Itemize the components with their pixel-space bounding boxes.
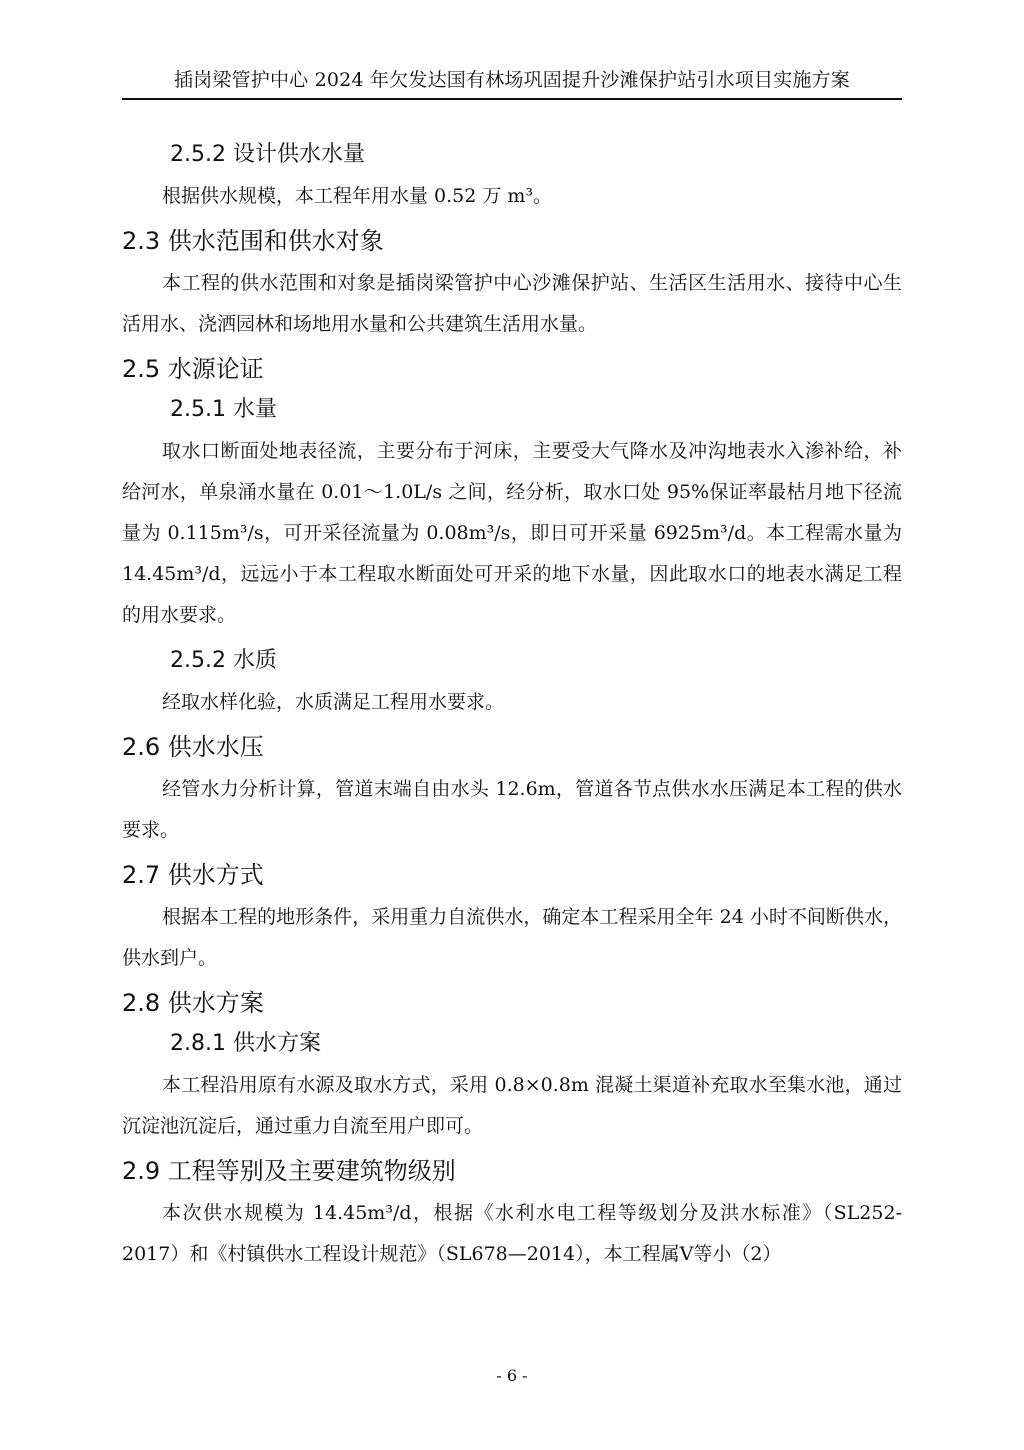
section-heading: 2.9 工程等别及主要建筑物级别: [122, 1157, 456, 1185]
paragraph: 本次供水规模为 14.45m³/d，根据《水利水电工程等级划分及洪水标准》（SL252-2017）和《村镇供水工程设计规范》（SL678—2014），本工程属Ⅴ等小（2）: [122, 1202, 902, 1265]
subsection-heading: 2.5.2 水质: [170, 648, 277, 673]
header-divider: [122, 98, 902, 100]
section-heading: 2.6 供水水压: [122, 733, 264, 761]
page-number: - 6 -: [496, 1366, 528, 1385]
document-body: [122, 130, 902, 1275]
paragraph: 根据本工程的地形条件，采用重力自流供水，确定本工程采用全年 24 小时不间断供水，供水到户。: [122, 906, 902, 969]
subsection-heading: 2.8.1 供水方案: [170, 1031, 321, 1056]
paragraph: 取水口断面处地表径流，主要分布于河床，主要受大气降水及冲沟地表水入渗补给，补给河水，单泉涌水量在 0.01～1.0L/s 之间，经分析，取水口处 95%保证率最枯月地下径流量为 0.115m³/s，可开采径流量为 0.08m³/s，即日可开采量 6925m³/d。本工程需水量为 14.45m³/d，远远小于本工程取水断面处可开采的地下水量，因此取水口的地表水满足工程的用水要求。: [122, 440, 902, 626]
subsection-heading: 2.5.2 设计供水水量: [170, 142, 365, 167]
section-heading: 2.7 供水方式: [122, 861, 264, 889]
page-header: 插岗梁管护中心 2024 年欠发达国有林场巩固提升沙滩保护站引水项目实施方案: [173, 69, 851, 91]
paragraph: 经管水力分析计算，管道末端自由水头 12.6m，管道各节点供水水压满足本工程的供水要求。: [122, 778, 902, 841]
paragraph: 本工程的供水范围和对象是插岗梁管护中心沙滩保护站、生活区生活用水、接待中心生活用水、浇洒园林和场地用水量和公共建筑生活用水量。: [122, 272, 902, 335]
subsection-heading: 2.5.1 水量: [170, 397, 277, 422]
section-heading: 2.8 供水方案: [122, 989, 264, 1017]
paragraph: 本工程沿用原有水源及取水方式，采用 0.8×0.8m 混凝土渠道补充取水至集水池，通过沉淀池沉淀后，通过重力自流至用户即可。: [122, 1074, 902, 1137]
paragraph: 经取水样化验，水质满足工程用水要求。: [162, 691, 505, 713]
section-heading: 2.3 供水范围和供水对象: [122, 227, 384, 255]
paragraph: 根据供水规模，本工程年用水量 0.52 万 m³。: [162, 185, 553, 207]
section-heading: 2.5 水源论证: [122, 355, 264, 383]
